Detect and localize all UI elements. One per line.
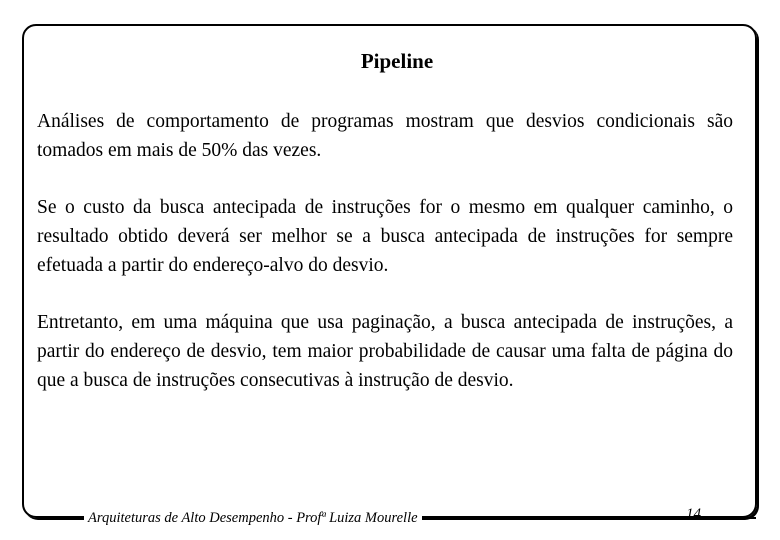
- footer-rule-middle: [466, 517, 674, 519]
- page-number: 14: [686, 506, 701, 522]
- paragraph-2: Se o custo da busca antecipada de instruções for o mesmo em qualquer caminho, o resultado obtido deverá ser melhor se a busca antecipada de instruções for sempre efetuada a partir do endereço-alvo do desvio.: [37, 197, 733, 276]
- footer-rule-right: [716, 517, 756, 519]
- footer-caption: Arquiteturas de Alto Desempenho - Profª Luiza Mourelle: [84, 508, 422, 528]
- paragraph-1: Análises de comportamento de programas mostram que desvios condicionais são tomados em mais de 50% das vezes.: [37, 111, 733, 161]
- paragraph-3: Entretanto, em uma máquina que usa paginação, a busca antecipada de instruções, a partir do endereço de desvio, tem maior probabilidade de causar uma falta de página do que a busca de instruções consecutivas à instrução de desvio.: [37, 312, 733, 391]
- slide-title: Pipeline: [360, 49, 434, 73]
